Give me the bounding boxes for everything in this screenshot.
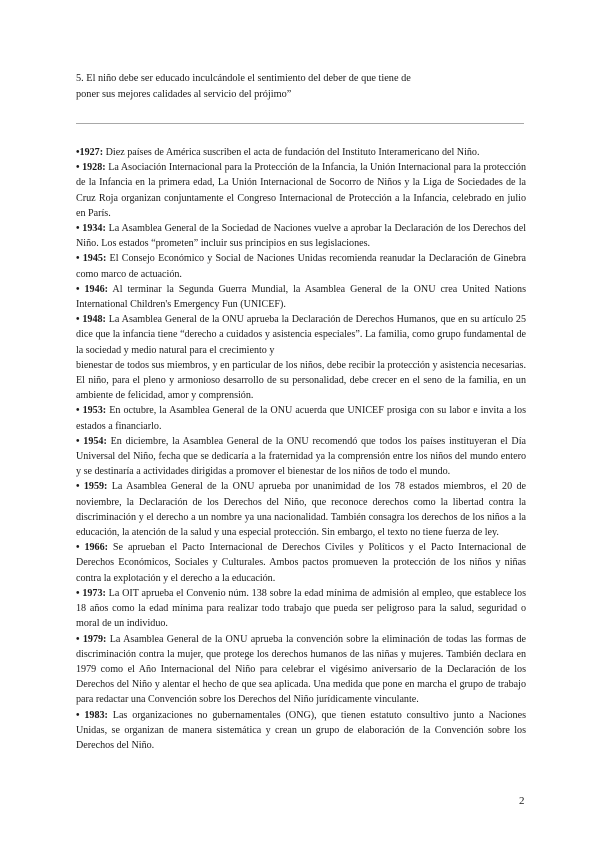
entry-year: •1927: — [76, 147, 104, 158]
entry-1946 — [76, 282, 526, 312]
chronology-list — [76, 145, 526, 753]
entry-1945 — [76, 251, 526, 281]
entry-year: • 1954: — [76, 435, 107, 447]
entry-year: • 1953: — [76, 405, 107, 417]
entry-1966 — [76, 540, 526, 586]
entry-text: La Asociación Internacional para la Protección de la Infancia, la Unión Internacional para la protección de la Infancia en la primera edad, La Unión Internacional de Socorro de Niños y la Liga de Sociedades de la Cruz Roja organizan conjuntamente el Congreso Internacional de Protección a la Infancia, celebrado en julio en París. — [76, 162, 527, 219]
entry-1973 — [76, 586, 526, 632]
intro-paragraph — [76, 71, 536, 102]
entry-text: Se aprueban el Pacto Internacional de Derechos Civiles y Políticos y el Pacto Internacional de Derechos Económicos, Sociales y Culturales. Ambos pactos promueven la protección de los niños y niñas contra la explotación y el derecho a la educación. — [76, 542, 526, 584]
entry-text: Al terminar la Segunda Guerra Mundial, la Asamblea General de la ONU crea United Nations International Children's Emergency Fun (UNICEF). — [76, 283, 526, 311]
entry-text: La Asamblea General de la Sociedad de Naciones vuelve a aprobar la Declaración de los Derechos del Niño. Los estados “prometen” incluir sus principios en sus legislaciones. — [76, 223, 526, 250]
intro-line-1: 5. El niño debe ser educado inculcándole el sentimiento del deber de que tiene de — [76, 73, 411, 84]
entry-1979 — [76, 632, 526, 708]
entry-1948 — [76, 312, 526, 358]
entry-year: • 1948: — [76, 314, 106, 326]
entry-year: • 1983: — [76, 709, 108, 721]
entry-text: Diez países de América suscriben el acta de fundación del Instituto Interamericano del Niño. — [103, 147, 480, 158]
entry-year: • 1966: — [76, 542, 109, 554]
entry-text: La Asamblea General de la ONU aprueba la Declaración de Derechos Humanos, que en su artículo 25 dice que la infancia tiene “derecho a cuidados y asistencia especiales”. La familia, como grupo fundamental de la sociedad y medio natural para el crecimiento y — [76, 314, 526, 356]
entry-text: El Consejo Económico y Social de Naciones Unidas recomienda reanudar la Declaración de Ginebra como marco de actuación. — [76, 253, 527, 280]
entry-1934 — [76, 221, 526, 251]
entry-1959 — [76, 479, 526, 540]
entry-1928 — [76, 160, 526, 221]
entry-year: • 1979: — [76, 633, 107, 645]
entry-year: • 1928: — [76, 162, 106, 174]
page-number: 2 — [519, 795, 525, 807]
entry-1954 — [76, 434, 526, 480]
entry-year: • 1959: — [76, 481, 108, 493]
entry-text: En diciembre, la Asamblea General de la ONU recomendó que todos los países instituyeran el Día Universal del Niño, fecha que se dedicaría a la fraternidad ya la comprensión entre los niños del mundo entero y se destinaría a actividades dirigidas a promover el bienestar de los niños de todo el mundo. — [76, 435, 526, 478]
entry-text: Las organizaciones no gubernamentales (ONG), que tienen estatuto consultivo junto a Naciones Unidas, se organizan de manera sistemática y crean un grupo de elaboración de la Convención sobre los Derechos del Niño. — [76, 709, 527, 751]
entry-text: La Asamblea General de la ONU aprueba por unanimidad de los 78 estados miembros, el 20 de noviembre, la Declaración de los Derechos del Niño, que reconoce derechos como la libertad contra la discriminación y el derecho a un nombre ya una nacionalidad. También consagra los derechos de los niños a la educación, la atención de la salud y una especial protección. Sin embargo, el texto no tiene fuerza de ley. — [76, 481, 527, 539]
entry-1983 — [76, 708, 526, 754]
entry-text: En octubre, la Asamblea General de la ONU acuerda que UNICEF prosiga con su labor e invita a los estados a financiarlo. — [76, 405, 526, 432]
entry-1953 — [76, 403, 526, 433]
entry-1948-continuation: bienestar de todos sus miembros, y en particular de los niños, debe recibir la protección y asistencia necesarias. El niño, para el pleno y armonioso desarrollo de su personalidad, debe crecer en el seno de la familia, en un ambiente de felicidad, amor y comprensión. — [76, 359, 526, 402]
entry-1927 — [76, 145, 526, 160]
entry-text: La Asamblea General de la ONU aprueba la convención sobre la eliminación de todas las formas de discriminación contra la mujer, que protege los derechos humanos de las niñas y mujeres. También declara en 1979 como el Año Internacional del Niño para celebrar el vigésimo aniversario de la Declaración de los Derechos del Niño y alentar el hecho de que sea aplicada. Una medida que pone en marcha el grupo de trabajo para redactar una Convención sobre los Derechos del Niño jurídicamente vinculante. — [76, 633, 526, 706]
entry-year: • 1934: — [76, 223, 106, 235]
entry-year: • 1973: — [76, 587, 106, 599]
entry-year: • 1945: — [76, 253, 107, 265]
entry-text: La OIT aprueba el Convenio núm. 138 sobre la edad mínima de admisión al empleo, que establece los 18 años como la edad mínima para realizar todo trabajo que pueda ser peligroso para la salud, seguridad o moral de un individuo. — [76, 587, 527, 630]
entry-year: • 1946: — [76, 283, 109, 295]
horizontal-divider — [76, 123, 524, 124]
intro-line-2: poner sus mejores calidades al servicio del prójimo” — [76, 88, 292, 100]
